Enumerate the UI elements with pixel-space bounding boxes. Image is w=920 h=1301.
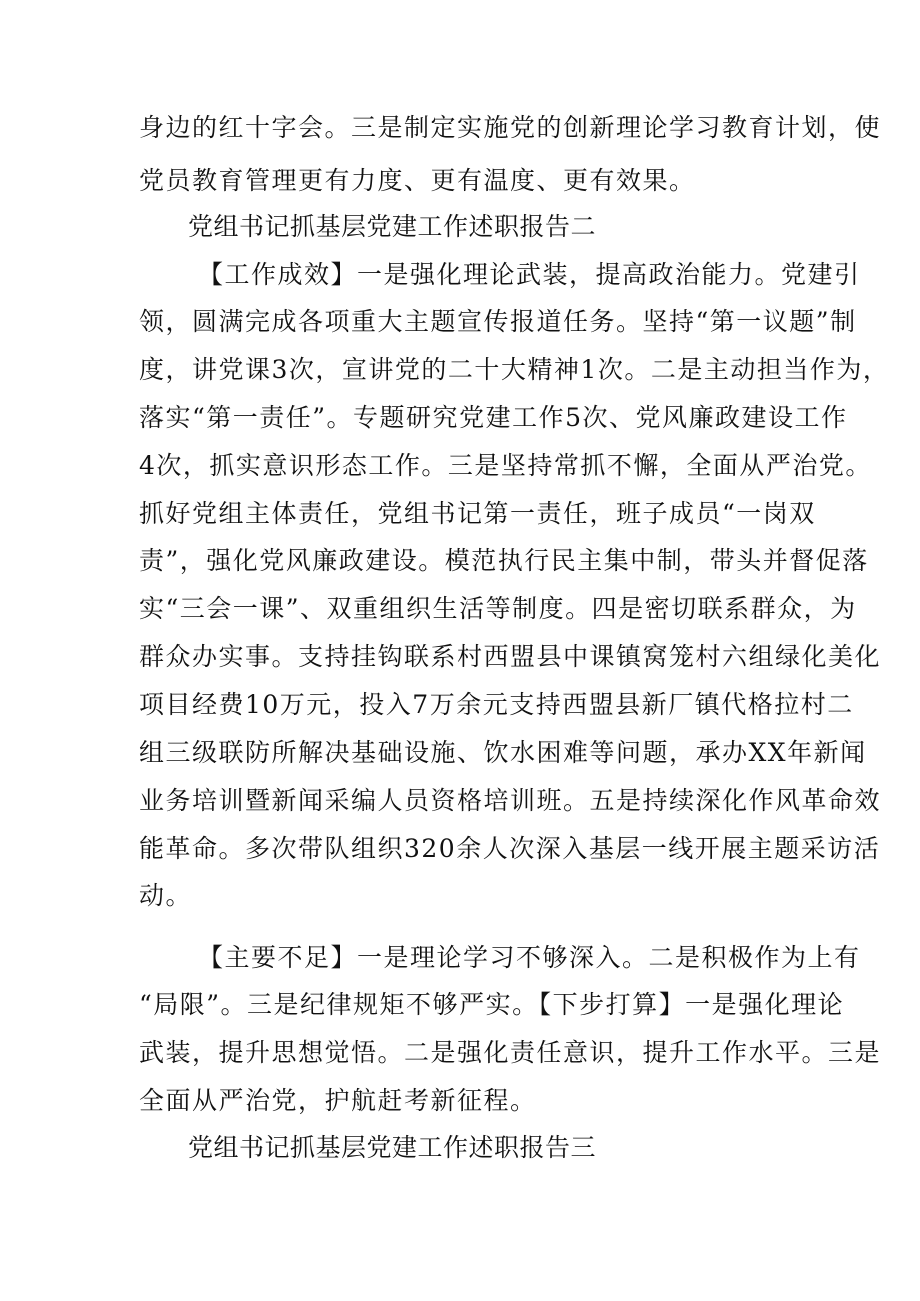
- text-line: 【主要不足】一是理论学习不够深入。二是积极作为上有: [198, 943, 861, 972]
- section-heading: 党组书记抓基层党建工作述职报告三: [188, 1133, 597, 1162]
- text-line: 实“三会一课”、双重组织生活等制度。四是密切联系群众，为: [139, 594, 857, 623]
- text-line: 落实“第一责任”。专题研究党建工作5次、党风廉政建设工作: [139, 403, 848, 432]
- section-heading: 党组书记抓基层党建工作述职报告二: [188, 212, 597, 241]
- text-line: 能革命。多次带队组织320余人次深入基层一线开展主题采访活: [139, 834, 881, 863]
- text-line: 度，讲党课3次，宣讲党的二十大精神1次。二是主动担当作为，: [139, 355, 890, 384]
- text-line: 项目经费10万元，投入7万余元支持西盟县新厂镇代格拉村二: [139, 690, 854, 719]
- text-line: 组三级联防所解决基础设施、饮水困难等问题，承办XX年新闻: [139, 738, 867, 767]
- text-line: 动。: [139, 881, 193, 910]
- text-line: 领，圆满完成各项重大主题宣传报道任务。坚持“第一议题”制: [139, 307, 857, 336]
- text-line: 抓好党组主体责任，党组书记第一责任，班子成员“一岗双: [139, 499, 816, 528]
- text-line: 身边的红十字会。三是制定实施党的创新理论学习教育计划，使: [139, 113, 882, 142]
- text-line: 4次，抓实意识形态工作。三是坚持常抓不懈，全面从严治党。: [139, 451, 872, 480]
- text-line: 党员教育管理更有力度、更有温度、更有效果。: [139, 166, 696, 195]
- text-line: “局限”。三是纪律规矩不够严实。【下步打算】一是强化理论: [139, 990, 845, 1019]
- text-line: 业务培训暨新闻采编人员资格培训班。五是持续深化作风革命效: [139, 786, 882, 815]
- text-line: 责”，强化党风廉政建设。模范执行民主集中制，带头并督促落: [139, 546, 869, 575]
- text-line: 群众办实事。支持挂钩联系村西盟县中课镇窝笼村六组绿化美化: [139, 642, 882, 671]
- text-line: 【工作成效】一是强化理论武装，提高政治能力。党建引: [198, 260, 861, 289]
- text-line: 武装，提升思想觉悟。二是强化责任意识，提升工作水平。三是: [139, 1038, 882, 1067]
- text-line: 全面从严治党，护航赶考新征程。: [139, 1086, 537, 1115]
